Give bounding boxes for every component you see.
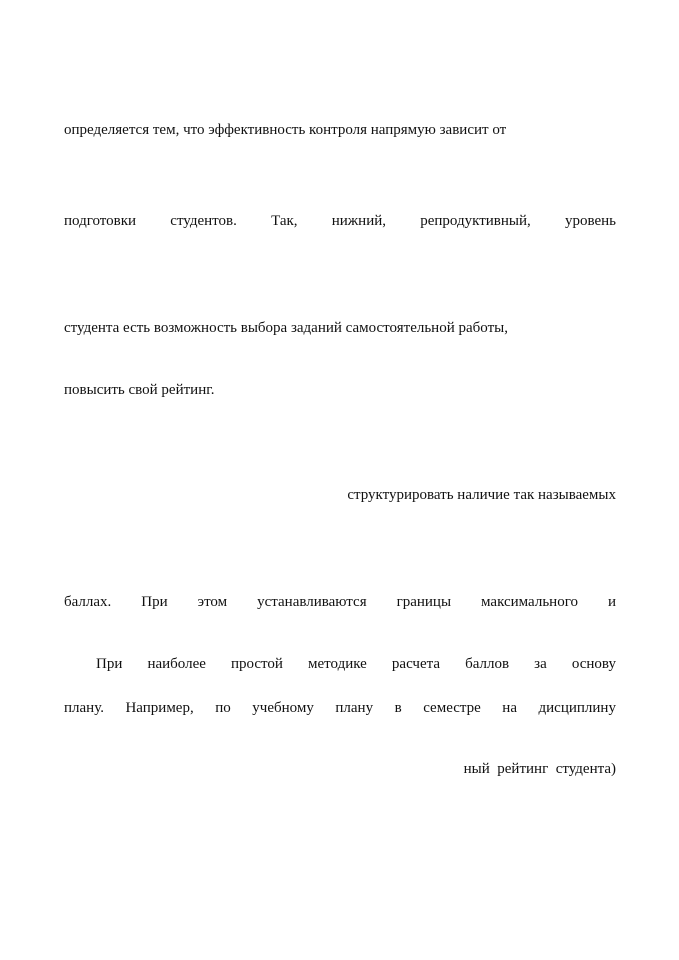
word: учебному (252, 700, 314, 716)
text-line-2 (64, 211, 616, 231)
word: простой (230, 656, 283, 672)
word: этом (197, 594, 228, 610)
text-line-3: студента есть возможность выбора заданий самостоятельной работы, (64, 320, 508, 336)
word: за (534, 656, 547, 672)
word: При (96, 656, 123, 672)
text-line-9: ный рейтинг студента) (463, 761, 616, 777)
word: семестре (423, 700, 481, 716)
word: баллах. (64, 594, 112, 610)
word: Так, (271, 213, 298, 229)
text-line-1: определяется тем, что эффективность контроля напрямую зависит от (64, 122, 507, 138)
word: максимального (481, 594, 578, 610)
text-line-7-indented (64, 654, 616, 674)
word: методике (308, 656, 367, 672)
text-line-8 (64, 698, 616, 718)
word: в (394, 700, 402, 716)
text-line-4: повысить свой рейтинг. (64, 382, 215, 398)
word: основу (571, 656, 616, 672)
text-line-6 (64, 592, 616, 612)
word: плану (335, 700, 374, 716)
word: уровень (564, 213, 616, 229)
word: наиболее (147, 656, 206, 672)
word: баллов (465, 656, 510, 672)
word: При (141, 594, 168, 610)
word: студентов. (170, 213, 237, 229)
word: границы (396, 594, 452, 610)
word: Например, (125, 700, 194, 716)
word: устанавливаются (257, 594, 367, 610)
word: нижний, (331, 213, 387, 229)
word: дисциплину (538, 700, 616, 716)
word: подготовки (64, 213, 137, 229)
word: и (607, 594, 616, 610)
word: на (502, 700, 517, 716)
word: расчета (391, 656, 441, 672)
word: по (215, 700, 231, 716)
text-line-5: структурировать наличие так называемых (347, 487, 616, 503)
word: репродуктивный, (420, 213, 531, 229)
word: плану. (64, 700, 104, 716)
